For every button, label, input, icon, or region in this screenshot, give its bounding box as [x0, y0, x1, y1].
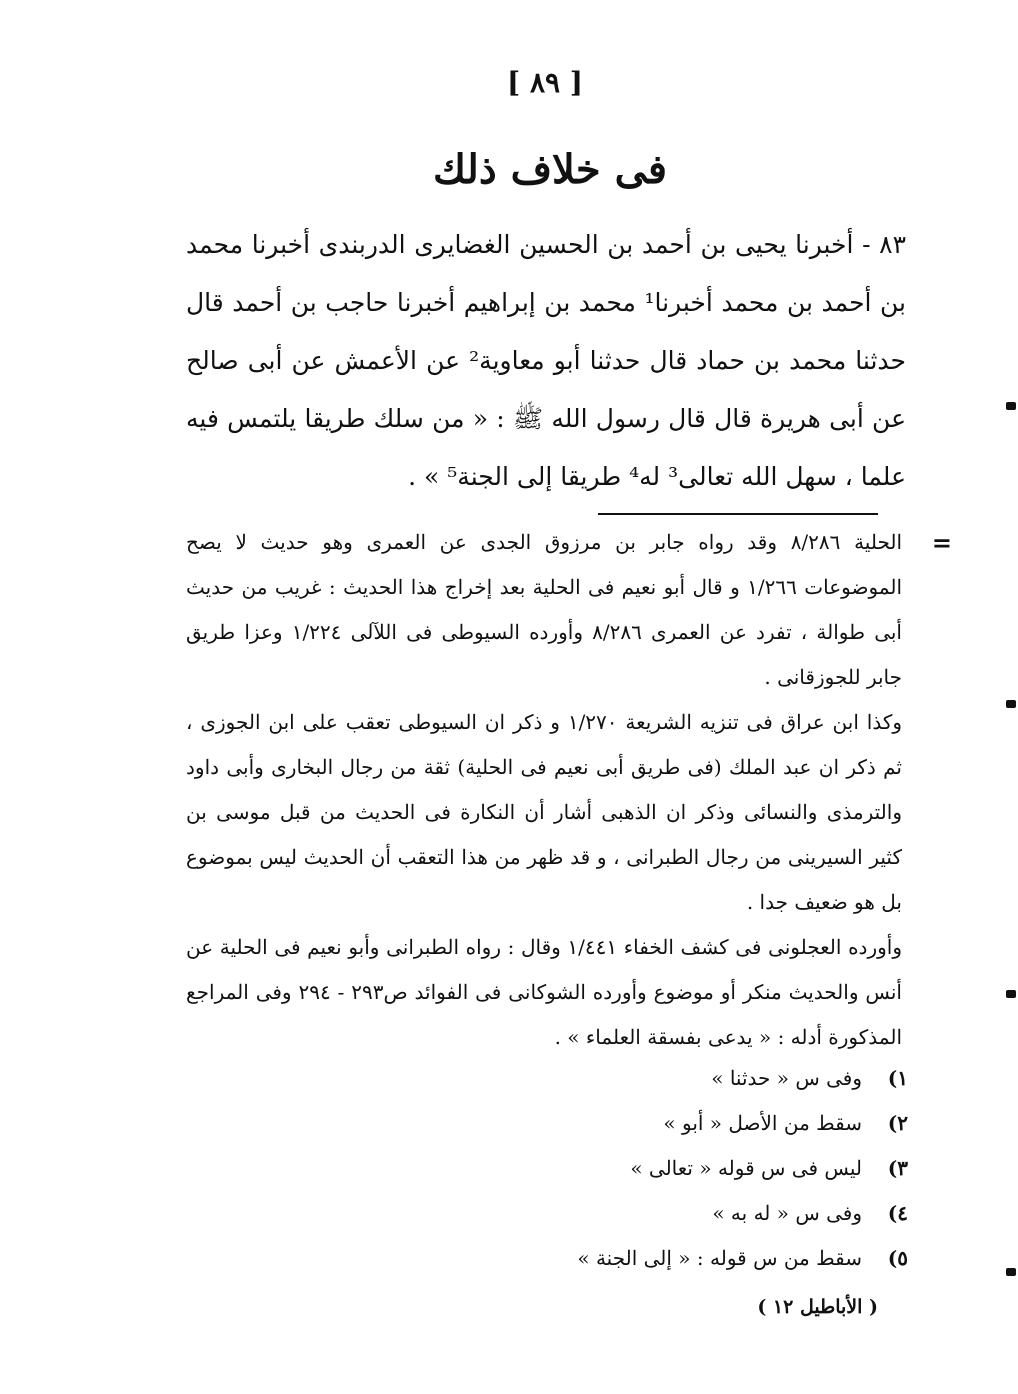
- section-title: فى خلاف ذلك: [432, 146, 668, 193]
- scan-edge-mark: [1006, 990, 1016, 998]
- note-paragraph-2: وكذا ابن عراق فى تنزيه الشريعة ١/٢٧٠ و ذكر ان السيوطى تعقب على ابن الجوزى ، ثم ذكر ان عبد الملك (فى طريق أبى نعيم فى الحلية) ثقة من رجال البخارى وأبى داود والترمذى والنسائى وذكر ان الذهبى أشار أن النكارة فى الحديث من قبل موسى بن كثير السيرينى من رجال الطبرانى ، و قد ظهر من هذا التعقب أن الحديث ليس بموضوع بل هو ضعيف جدا .: [186, 710, 902, 914]
- footnote-text: وفى س « له به »: [712, 1201, 862, 1225]
- hadith-text-block: [186, 216, 906, 506]
- page-number: [ ٨٩ ]: [506, 66, 584, 99]
- hadith-paragraph: ٨٣ - أخبرنا يحيى بن أحمد بن الحسين الغضايرى الدربندى أخبرنا محمد بن أحمد بن محمد أخبرنا¹ محمد بن إبراهيم أخبرنا حاجب بن أحمد قال حدثنا محمد بن حماد قال حدثنا أبو معاوية² عن الأعمش عن أبى صالح عن أبى هريرة قال قال رسول الله ﷺ : « من سلك طريقا يلتمس فيه علما ، سهل الله تعالى³ له⁴ طريقا إلى الجنة⁵ » .: [186, 230, 906, 491]
- footnotes-list: [308, 1056, 908, 1281]
- footnote-item: [308, 1056, 908, 1101]
- footnote-item: [308, 1146, 908, 1191]
- commentary-notes: [186, 520, 952, 1060]
- footnote-number: ٢): [887, 1111, 908, 1135]
- footnote-number: ٤): [887, 1201, 908, 1225]
- footnote-text: سقط من الأصل « أبو »: [663, 1111, 862, 1135]
- footnote-item: [308, 1101, 908, 1146]
- note-paragraph-1: [186, 520, 952, 700]
- note-paragraph-3: وأورده العجلونى فى كشف الخفاء ١/٤٤١ وقال : رواه الطبرانى وأبو نعيم فى الحلية عن أنس والحديث منكر أو موضوع وأورده الشوكانى فى الفوائد ص٢٩٣ - ٢٩٤ وفى المراجع المذكورة أدله : « يدعى بفسقة العلماء » .: [186, 935, 902, 1049]
- footnote-separator-line: [598, 513, 878, 515]
- footnote-number: ٥): [887, 1246, 908, 1270]
- scan-edge-mark: [1006, 1268, 1016, 1276]
- footnote-text: سقط من س قوله : « إلى الجنة »: [577, 1246, 862, 1270]
- footnote-number: ١): [887, 1066, 908, 1090]
- footnote-item: [308, 1236, 908, 1281]
- footnote-text: وفى س « حدثنا »: [711, 1066, 862, 1090]
- scan-edge-mark: [1006, 700, 1016, 708]
- continuation-marker: =: [931, 528, 952, 557]
- scan-edge-mark: [1006, 402, 1016, 410]
- note-paragraph-1-text: الحلية ٨/٢٨٦ وقد رواه جابر بن مرزوق الجدى عن العمرى وهو حديث لا يصح الموضوعات ١/٢٦٦ و قال أبو نعيم فى الحلية بعد إخراج هذا الحديث : غريب من حديث أبى طوالة ، تفرد عن العمرى ٨/٢٨٦ وأورده السيوطى فى اللآلى ١/٢٢٤ وعزا طريق جابر للجوزقانى .: [186, 530, 903, 689]
- footnote-number: ٣): [887, 1156, 908, 1180]
- footnote-text: ليس فى س قوله « تعالى »: [630, 1156, 862, 1180]
- signature-mark: ( الأباطيل ١٢ ): [757, 1296, 878, 1318]
- footnote-item: [308, 1191, 908, 1236]
